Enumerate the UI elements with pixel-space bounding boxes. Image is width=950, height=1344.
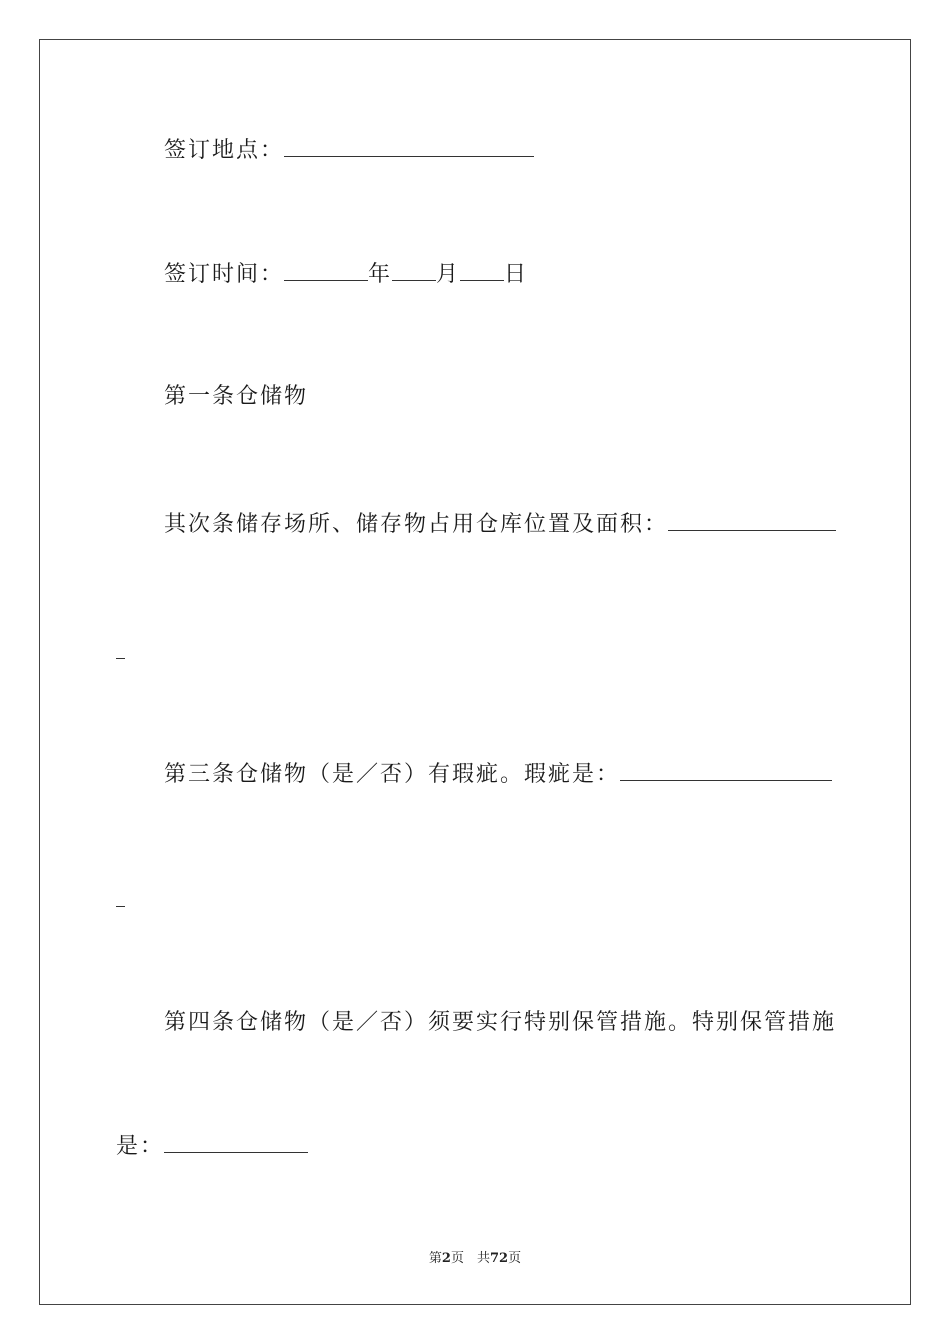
article-4-continued [116, 1130, 308, 1162]
sign-time-label: 签订时间： [164, 262, 285, 287]
month-blank [392, 258, 436, 281]
year-label: 年 [368, 262, 393, 287]
article-2-blank [668, 508, 836, 531]
day-label: 日 [504, 262, 529, 287]
article-2 [164, 508, 836, 540]
page-footer [0, 1247, 950, 1266]
current-page-number: 2 [441, 1251, 451, 1266]
article-1 [164, 382, 308, 412]
sign-place-line [164, 134, 534, 166]
article-3-text: 第三条仓储物（是／否）有瑕疵。瑕疵是： [164, 762, 621, 787]
footer-suffix: 页 [508, 1251, 522, 1266]
article-4-text-continued: 是： [116, 1134, 165, 1159]
article-4-blank [164, 1130, 308, 1153]
article-2-text: 其次条储存场所、储存物占用仓库位置及面积： [164, 512, 669, 537]
footer-middle: 页 共 [450, 1251, 490, 1266]
sign-place-label: 签订地点： [164, 138, 285, 163]
article-3 [164, 758, 832, 790]
article-2-continuation-blank [116, 658, 125, 659]
page-border [39, 39, 911, 1305]
footer-prefix: 第 [428, 1251, 442, 1266]
article-3-blank [620, 758, 832, 781]
sign-time-line [164, 258, 528, 290]
sign-place-blank [284, 134, 534, 157]
article-4 [164, 1008, 836, 1038]
day-blank [460, 258, 504, 281]
total-pages-number: 72 [489, 1251, 509, 1266]
article-3-continuation-blank [116, 906, 125, 907]
month-label: 月 [436, 262, 461, 287]
article-4-text: 第四条仓储物（是／否）须要实行特别保管措施。特别保管措施 [164, 1010, 837, 1035]
article-1-text: 第一条仓储物 [164, 384, 309, 409]
year-blank [284, 258, 368, 281]
